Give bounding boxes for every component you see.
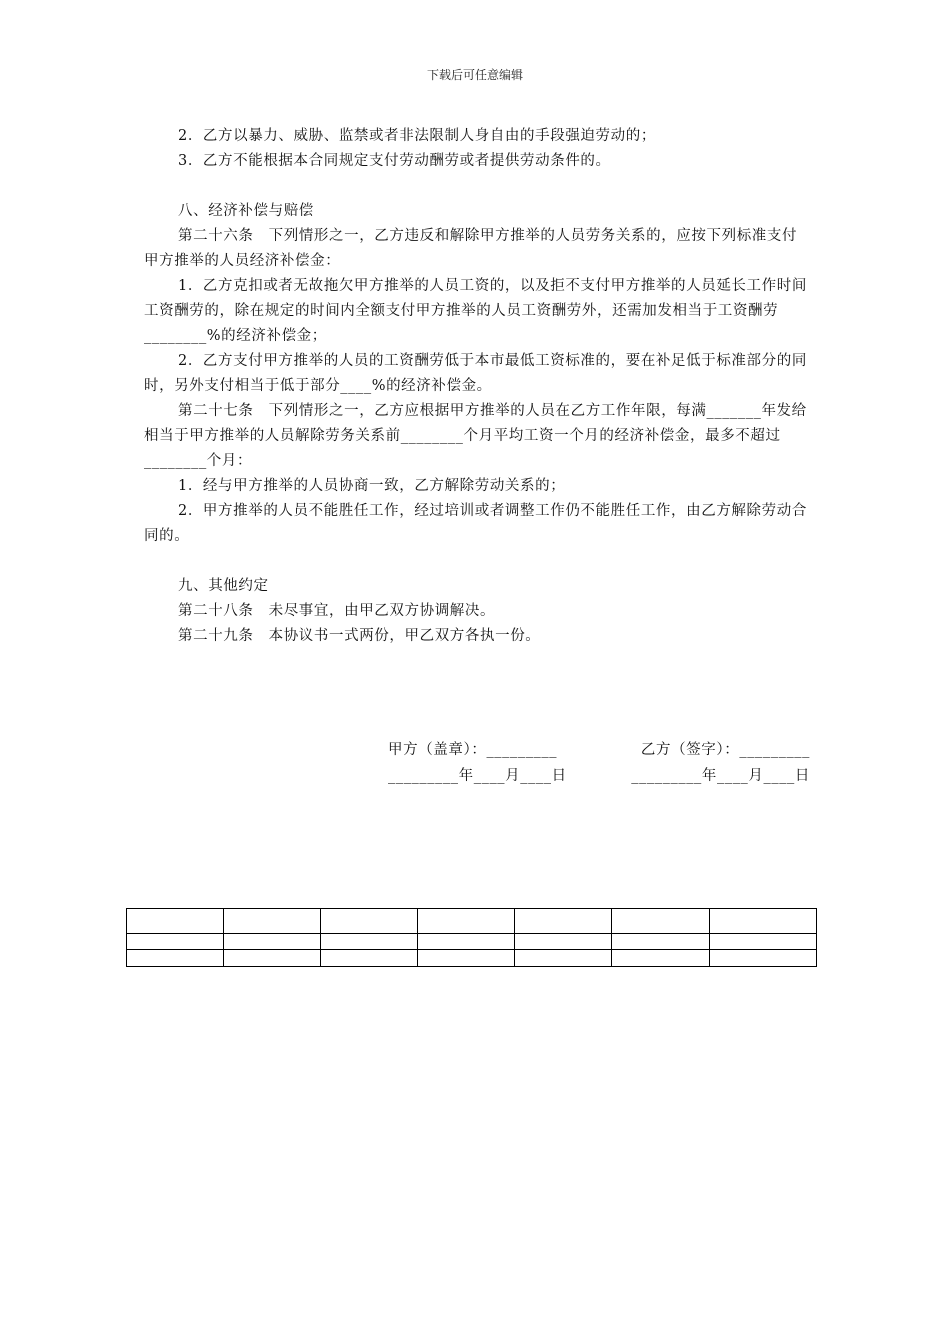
blank-table <box>126 908 817 967</box>
clause-3: 3．乙方不能根据本合同规定支付劳动酬劳或者提供劳动条件的。 <box>178 153 611 169</box>
table-cell <box>127 934 224 950</box>
article-27-item-2: 2．甲方推举的人员不能胜任工作，经过培训或者调整工作仍不能胜任工作，由乙方解除劳动合同的。 <box>144 503 807 544</box>
table-cell <box>321 934 418 950</box>
table-cell <box>224 934 321 950</box>
section-9-heading: 九、其他约定 <box>178 578 269 594</box>
document-body <box>144 124 808 649</box>
party-b-date: _________年____月____日 <box>631 768 810 784</box>
article-26: 第二十六条 下列情形之一，乙方违反和解除甲方推举的人员劳务关系的，应按下列标准支付甲方推举的人员经济补偿金： <box>144 228 798 269</box>
table-cell <box>515 950 612 967</box>
table-cell <box>612 950 710 967</box>
article-28: 第二十八条 未尽事宜，由甲乙双方协调解决。 <box>178 603 496 619</box>
article-27: 第二十七条 下列情形之一，乙方应根据甲方推举的人员在乙方工作年限，每满_______年发给相当于甲方推举的人员解除劳务关系前________个月平均工资一个月的经济补偿金，最多不超过________个月： <box>144 403 807 469</box>
table-cell <box>224 950 321 967</box>
table-row <box>127 950 817 967</box>
article-26-item-2: 2．乙方支付甲方推举的人员的工资酬劳低于本市最低工资标准的，要在补足低于标准部分的同时，另外支付相当于低于部分____%的经济补偿金。 <box>144 353 807 394</box>
table-row <box>127 934 817 950</box>
article-26-item-1: 1．乙方克扣或者无故拖欠甲方推举的人员工资的，以及拒不支付甲方推举的人员延长工作时间工资酬劳的，除在规定的时间内全额支付甲方推举的人员工资酬劳外，还需加发相当于工资酬劳________%的经济补偿金； <box>144 278 807 344</box>
party-a-seal: 甲方（盖章）：_________ <box>388 742 558 758</box>
table-cell <box>612 934 710 950</box>
table-cell <box>418 950 515 967</box>
party-b-signature: 乙方（签字）：_________ <box>640 742 810 758</box>
table-cell <box>224 909 321 934</box>
page-header: 下载后可任意编辑 <box>426 68 523 82</box>
table-cell <box>612 909 710 934</box>
table-cell <box>418 934 515 950</box>
article-29: 第二十九条 本协议书一式两份，甲乙双方各执一份。 <box>178 628 541 644</box>
table-cell <box>127 909 224 934</box>
table-cell <box>515 909 612 934</box>
table-cell <box>321 909 418 934</box>
table-cell <box>710 950 817 967</box>
section-8-heading: 八、经济补偿与赔偿 <box>178 203 314 219</box>
table-cell <box>127 950 224 967</box>
table-cell <box>321 950 418 967</box>
clause-2: 2．乙方以暴力、威胁、监禁或者非法限制人身自由的手段强迫劳动的； <box>178 128 656 144</box>
article-27-item-1: 1．经与甲方推举的人员协商一致，乙方解除劳动关系的； <box>178 478 566 494</box>
signature-row <box>388 738 810 759</box>
table-cell <box>710 909 817 934</box>
table-row <box>127 909 817 934</box>
party-a-date: _________年____月____日 <box>388 768 567 784</box>
date-row <box>388 764 810 785</box>
table-cell <box>418 909 515 934</box>
table-cell <box>710 934 817 950</box>
table-cell <box>515 934 612 950</box>
